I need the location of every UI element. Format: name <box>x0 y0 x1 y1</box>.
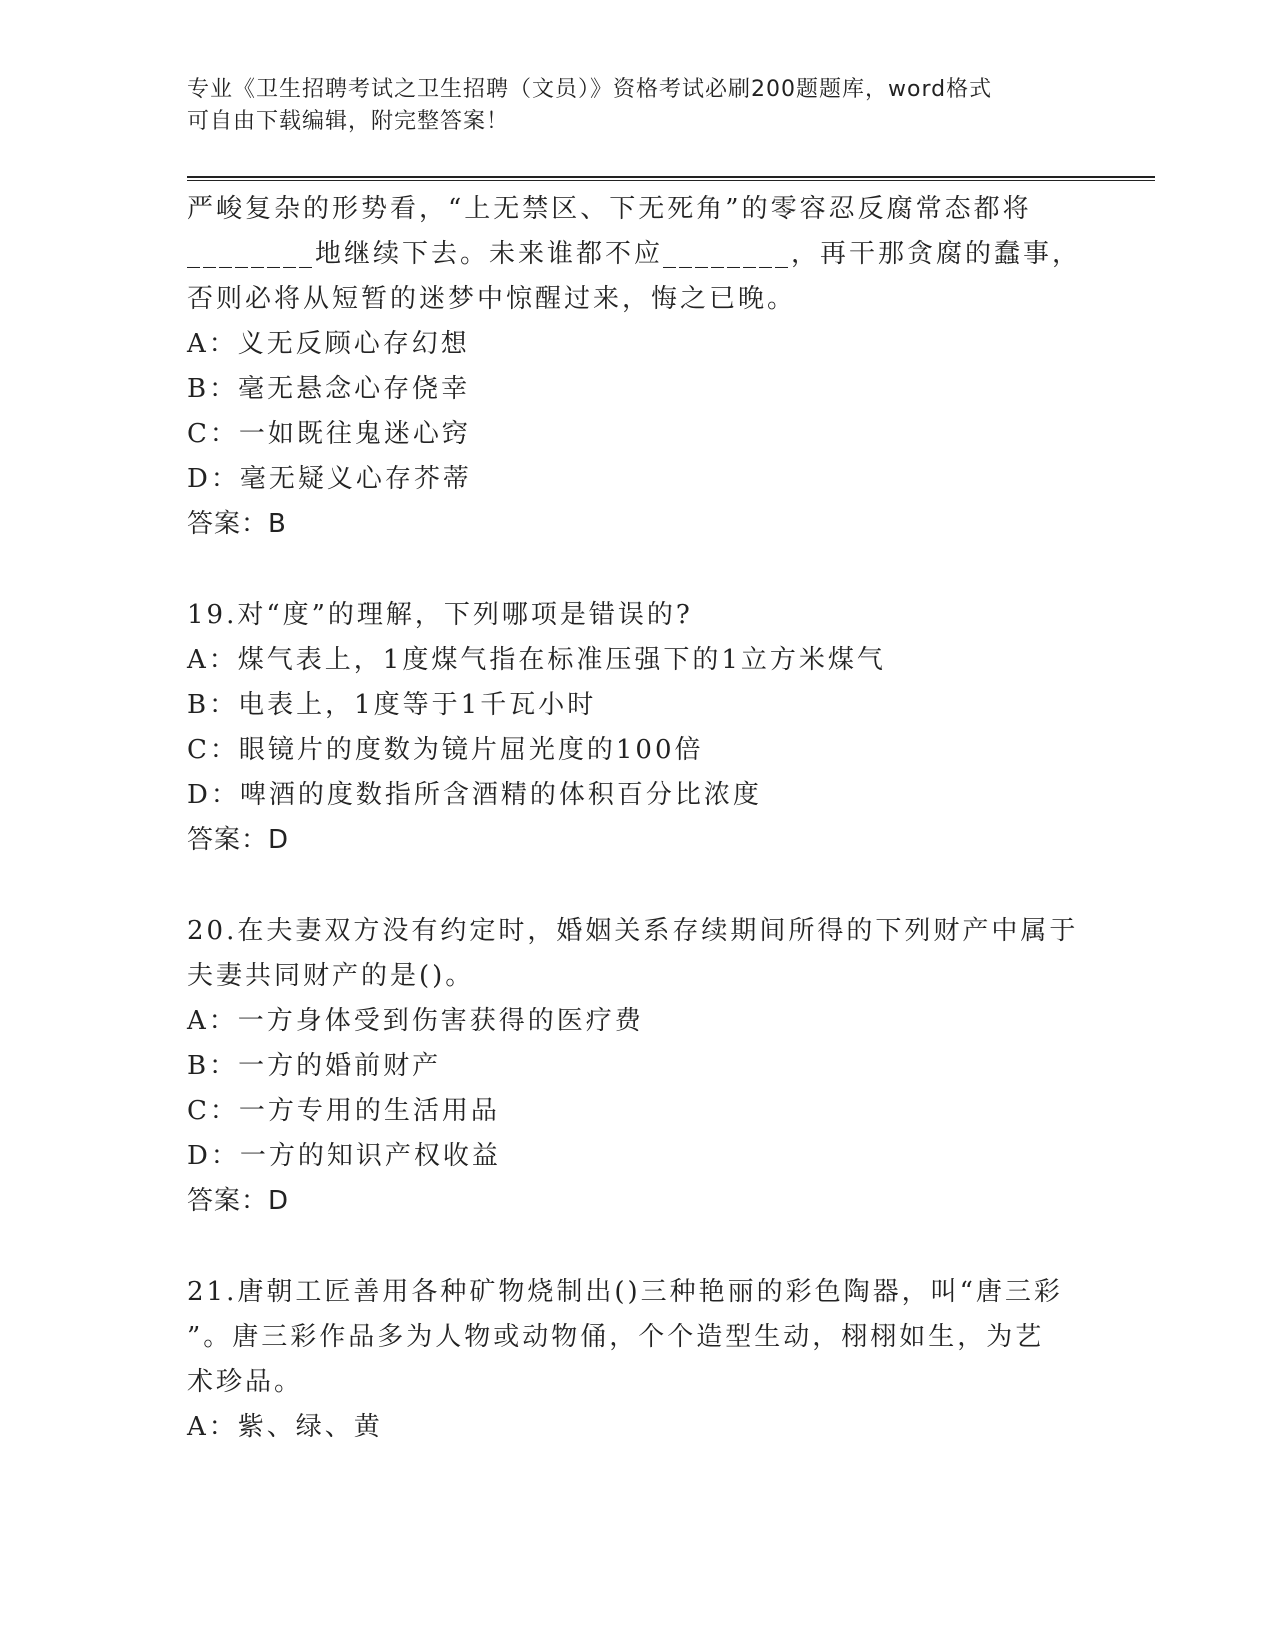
question-stem-line: 术珍品。 <box>187 1367 304 1397</box>
spacer <box>187 863 1087 909</box>
question-stem-line: 20.在夫妻双方没有约定时，婚姻关系存续期间所得的下列财产中属于 <box>187 916 1079 946</box>
option-a: A：义无反顾心存幻想 <box>187 329 470 359</box>
header-divider <box>187 176 1155 181</box>
document-body <box>187 187 1087 1450</box>
document-header <box>187 74 1087 138</box>
option-b: B：电表上，1度等于1千瓦小时 <box>187 690 597 720</box>
question-stem-line: 夫妻共同财产的是()。 <box>187 961 475 991</box>
spacer <box>187 1224 1087 1270</box>
question-stem-line: 严峻复杂的形势看，“上无禁区、下无死角”的零容忍反腐常态都将 <box>187 194 1032 224</box>
option-d: D：毫无疑义心存芥蒂 <box>187 464 472 494</box>
answer-line: 答案：B <box>187 509 287 539</box>
header-line-2: 可自由下载编辑，附完整答案！ <box>187 109 510 134</box>
question-21 <box>187 1270 1087 1450</box>
option-a: A：煤气表上，1度煤气指在标准压强下的1立方米煤气 <box>187 645 886 675</box>
option-c: C：眼镜片的度数为镜片屈光度的100倍 <box>187 735 704 765</box>
answer-line: 答案：D <box>187 825 290 855</box>
question-20 <box>187 909 1087 1224</box>
question-stem-line: 19.对“度”的理解，下列哪项是错误的? <box>187 600 693 630</box>
question-18 <box>187 187 1087 547</box>
option-b: B：一方的婚前财产 <box>187 1051 442 1081</box>
option-a: A：紫、绿、黄 <box>187 1412 383 1442</box>
option-a: A：一方身体受到伤害获得的医疗费 <box>187 1006 644 1036</box>
question-stem-line: ”。唐三彩作品多为人物或动物俑，个个造型生动，栩栩如生，为艺 <box>187 1322 1045 1352</box>
option-d: D：一方的知识产权收益 <box>187 1141 501 1171</box>
option-c: C：一如既往鬼迷心窍 <box>187 419 471 449</box>
spacer <box>187 547 1087 593</box>
question-stem-line: 否则必将从短暂的迷梦中惊醒过来，悔之已晚。 <box>187 284 797 314</box>
answer-line: 答案：D <box>187 1186 290 1216</box>
question-19 <box>187 593 1087 863</box>
question-stem-line: ________地继续下去。未来谁都不应________，再干那贪腐的蠢事， <box>187 239 1082 269</box>
option-b: B：毫无悬念心存侥幸 <box>187 374 471 404</box>
option-d: D：啤酒的度数指所含酒精的体积百分比浓度 <box>187 780 762 810</box>
option-c: C：一方专用的生活用品 <box>187 1096 500 1126</box>
header-line-1: 专业《卫生招聘考试之卫生招聘（文员）》资格考试必刷200题题库，word格式 <box>187 77 993 102</box>
question-stem-line: 21.唐朝工匠善用各种矿物烧制出()三种艳丽的彩色陶器，叫“唐三彩 <box>187 1277 1063 1307</box>
